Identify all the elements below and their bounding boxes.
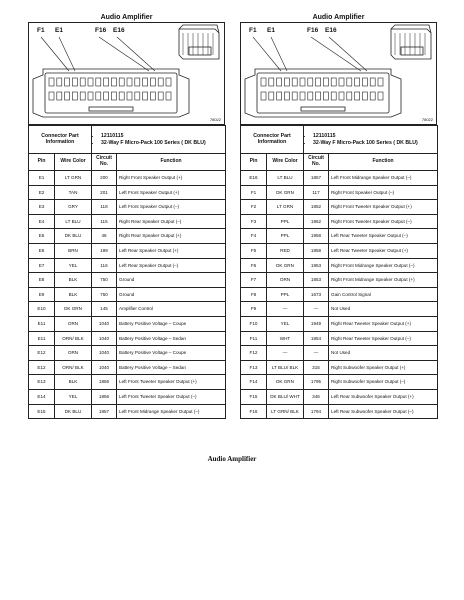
cell-function: Left Front Tweeter Speaker Output (–) xyxy=(117,389,226,404)
cell-wire-color: LT GRN xyxy=(55,171,92,186)
header-wire-color: Wire Color xyxy=(55,154,92,171)
cell-circuit: — xyxy=(304,346,329,361)
cell-function: Left Front Midrange Speaker Output (–) xyxy=(329,171,438,186)
pin-cavity xyxy=(339,92,344,100)
cell-function: Right Rear Tweeter Speaker Output (–) xyxy=(329,331,438,346)
cell-circuit: 1958 xyxy=(304,229,329,244)
figure-caption: Audio Amplifier xyxy=(207,455,257,463)
pin-cavity xyxy=(88,78,93,86)
diagram-code: 78022 xyxy=(209,117,221,122)
cell-function: Left Front Speaker Output (–) xyxy=(117,200,226,215)
cell-wire-color: ORN xyxy=(267,273,304,288)
pin-cavity xyxy=(269,92,274,100)
cell-pin: F11 xyxy=(241,331,267,346)
pin-label-f1: F1 xyxy=(37,27,45,34)
table-row xyxy=(241,185,438,200)
cell-circuit: 1795 xyxy=(304,375,329,390)
cell-function: Right Front Midrange Speaker Output (+) xyxy=(329,273,438,288)
cell-wire-color: BLK xyxy=(55,375,92,390)
cell-wire-color: DK GRN xyxy=(267,185,304,200)
cell-pin: E8 xyxy=(29,273,55,288)
cell-wire-color: DK GRN xyxy=(267,258,304,273)
cell-circuit: 1040 xyxy=(92,331,117,346)
cell-function: Left Rear Subwoofer Speaker Output (+) xyxy=(329,389,438,404)
header-function: Function xyxy=(329,154,438,171)
cell-pin: E11 xyxy=(29,316,55,331)
cell-pin: E6 xyxy=(29,243,55,258)
table-body xyxy=(29,171,226,419)
table-row xyxy=(29,331,226,346)
cell-circuit: 1853 xyxy=(304,273,329,288)
table-row xyxy=(29,375,226,390)
connector-face xyxy=(245,69,401,117)
pin-cavity xyxy=(96,78,101,86)
cell-function: Right Front Midrange Speaker Output (–) xyxy=(329,258,438,273)
cell-function: Left Rear Speaker Output (–) xyxy=(117,258,226,273)
pin-cavity xyxy=(331,92,336,100)
pin-cavity xyxy=(135,92,140,100)
leader-line xyxy=(41,37,69,71)
pin-cavity xyxy=(150,92,155,100)
cell-function: Left Rear Subwoofer Speaker Output (–) xyxy=(329,404,438,419)
pin-cavity xyxy=(72,78,77,86)
pin-cavity xyxy=(308,78,313,86)
cell-pin: E3 xyxy=(29,200,55,215)
cell-circuit: 1952 xyxy=(304,214,329,229)
pin-cavity xyxy=(284,92,289,100)
header-pin: Pin xyxy=(29,154,55,171)
pin-cavity xyxy=(57,92,62,100)
body-latch xyxy=(401,47,423,55)
cell-pin: F7 xyxy=(241,273,267,288)
pin-cavity xyxy=(355,78,360,86)
cell-function: Right Rear Speaker Output (+) xyxy=(117,229,226,244)
pin-cavity xyxy=(57,78,62,86)
pin-cavity xyxy=(277,78,282,86)
table-row xyxy=(29,185,226,200)
pin-cavity xyxy=(370,92,375,100)
cell-circuit: 199 xyxy=(92,243,117,258)
cell-wire-color: LT BLU/ BLK xyxy=(267,360,304,375)
cell-wire-color: GRY xyxy=(55,200,92,215)
pin-cavity xyxy=(65,92,70,100)
cell-function: Battery Positive Voltage – Sedan xyxy=(117,360,226,375)
pin-cavity xyxy=(150,78,155,86)
connector-type: • 32-Way F Micro-Pack 100 Series ( DK BLU) xyxy=(313,140,435,146)
table-row xyxy=(241,214,438,229)
table-row xyxy=(241,200,438,215)
cell-function: Right Front Tweeter Speaker Output (–) xyxy=(329,214,438,229)
cell-wire-color: YEL xyxy=(267,316,304,331)
connector-face xyxy=(33,69,189,117)
cell-pin: E10 xyxy=(29,302,55,317)
cell-pin: E13 xyxy=(29,375,55,390)
cell-wire-color: ORN/ BLK xyxy=(55,331,92,346)
cell-function: Not Used xyxy=(329,302,438,317)
cell-circuit: 1040 xyxy=(92,360,117,375)
cell-circuit: 750 xyxy=(92,273,117,288)
cell-function: Right Subwoofer Speaker Output (–) xyxy=(329,375,438,390)
pin-cavity xyxy=(158,92,163,100)
cell-circuit: 1857 xyxy=(304,171,329,186)
table-row xyxy=(241,229,438,244)
table-row xyxy=(29,273,226,288)
pin-cavity xyxy=(119,78,124,86)
cell-pin: F13 xyxy=(241,360,267,375)
pinout-table xyxy=(28,125,226,419)
connector-drawing xyxy=(241,23,436,124)
pin-cavity xyxy=(331,78,336,86)
cell-circuit: 145 xyxy=(92,302,117,317)
cell-wire-color: YEL xyxy=(55,258,92,273)
cell-function: Not Used xyxy=(329,346,438,361)
cell-circuit: 1854 xyxy=(304,331,329,346)
connector-diagram xyxy=(240,22,437,125)
cell-pin: E9 xyxy=(29,287,55,302)
leader-line xyxy=(253,37,281,71)
cell-circuit: 1858 xyxy=(304,243,329,258)
pin-cavity xyxy=(261,78,266,86)
pin-cavity xyxy=(80,78,85,86)
left-panel xyxy=(28,13,225,419)
cell-pin: F1 xyxy=(241,185,267,200)
pin-cavity xyxy=(362,92,367,100)
pin-cavity xyxy=(111,92,116,100)
cell-wire-color: PPL xyxy=(267,214,304,229)
pin-cavity xyxy=(80,92,85,100)
header-circuit: Circuit No. xyxy=(304,154,329,171)
table-row xyxy=(29,360,226,375)
pin-cavity xyxy=(378,92,383,100)
cell-circuit: 115 xyxy=(92,214,117,229)
panel-title: Audio Amplifier xyxy=(312,14,365,21)
cell-circuit: 1794 xyxy=(304,404,329,419)
cell-circuit: 1856 xyxy=(92,375,117,390)
leader-line xyxy=(329,37,367,71)
cell-wire-color: DK BLU xyxy=(55,404,92,419)
pin-cavity xyxy=(362,78,367,86)
cell-pin: E14 xyxy=(29,389,55,404)
cell-wire-color: LT BLU xyxy=(55,214,92,229)
cell-pin: F2 xyxy=(241,200,267,215)
table-row xyxy=(29,214,226,229)
cell-function: Right Rear Tweeter Speaker Output (+) xyxy=(329,316,438,331)
cell-pin: E12 xyxy=(29,346,55,361)
table-row xyxy=(29,229,226,244)
cell-pin: F8 xyxy=(241,287,267,302)
right-panel xyxy=(240,13,437,419)
pin-label-f1: F1 xyxy=(249,27,257,34)
header-wire-color: Wire Color xyxy=(267,154,304,171)
cell-wire-color: BLK xyxy=(55,287,92,302)
cell-circuit: 1953 xyxy=(304,258,329,273)
cell-function: Battery Positive Voltage – Coupe xyxy=(117,346,226,361)
pin-cavity xyxy=(316,78,321,86)
table-row xyxy=(241,346,438,361)
cell-wire-color: LT GRN/ BLK xyxy=(267,404,304,419)
panel-title: Audio Amplifier xyxy=(100,14,153,21)
header-pin: Pin xyxy=(241,154,267,171)
cell-pin: F3 xyxy=(241,214,267,229)
pin-cavity xyxy=(166,92,171,100)
connector-info-values xyxy=(304,126,438,154)
pin-cavity xyxy=(65,78,70,86)
cell-pin: E1 xyxy=(29,171,55,186)
cell-wire-color: YEL xyxy=(55,389,92,404)
pin-cavity xyxy=(96,92,101,100)
cell-circuit: 750 xyxy=(92,287,117,302)
body-latch xyxy=(189,47,211,55)
cell-wire-color: BRN xyxy=(55,243,92,258)
table-row xyxy=(241,243,438,258)
cell-circuit: 1852 xyxy=(304,200,329,215)
cell-pin: F16 xyxy=(241,404,267,419)
pin-cavity xyxy=(269,78,274,86)
keyway xyxy=(301,107,345,111)
pin-cavity xyxy=(284,78,289,86)
cell-wire-color: DK BLU/ WHT xyxy=(267,389,304,404)
leader-line xyxy=(99,37,149,71)
header-circuit: Circuit No. xyxy=(92,154,117,171)
pin-label-e1: E1 xyxy=(55,27,63,34)
table-row xyxy=(29,302,226,317)
cell-function: Right Front Speaker Output (+) xyxy=(117,171,226,186)
cell-wire-color: TAN xyxy=(55,185,92,200)
pin-cavity xyxy=(111,78,116,86)
pin-label-f16: F16 xyxy=(307,27,319,34)
cell-pin: F10 xyxy=(241,316,267,331)
cell-circuit: 315 xyxy=(304,360,329,375)
table-row xyxy=(241,302,438,317)
table-row xyxy=(241,273,438,288)
cell-wire-color: — xyxy=(267,346,304,361)
diagram-code: 78022 xyxy=(421,117,433,122)
table-body xyxy=(241,171,438,419)
cell-circuit: 346 xyxy=(304,389,329,404)
pin-cavity xyxy=(104,92,109,100)
table-row xyxy=(29,171,226,186)
table-row xyxy=(241,404,438,419)
connector-info-values xyxy=(92,126,226,154)
pinout-table xyxy=(240,125,438,419)
table-row xyxy=(29,287,226,302)
cell-circuit: 118 xyxy=(92,200,117,215)
cell-function: Right Front Speaker Output (–) xyxy=(329,185,438,200)
connector-info-label: Connector Part Information xyxy=(29,126,92,154)
leader-line xyxy=(311,37,361,71)
pin-cavity xyxy=(323,78,328,86)
cell-wire-color: ORN xyxy=(55,346,92,361)
connector-type: • 32-Way F Micro-Pack 100 Series ( DK BLU) xyxy=(101,140,223,146)
cell-circuit: 46 xyxy=(92,229,117,244)
cell-wire-color: ORN xyxy=(55,316,92,331)
leader-line xyxy=(117,37,155,71)
cell-wire-color: PPL xyxy=(267,287,304,302)
table-header xyxy=(29,154,226,171)
cell-circuit: 1857 xyxy=(92,404,117,419)
table-row xyxy=(29,258,226,273)
table-row xyxy=(241,375,438,390)
part-number: • 12110115 xyxy=(101,133,223,139)
connector-info-row xyxy=(241,126,438,154)
cell-circuit: 1040 xyxy=(92,316,117,331)
pin-label-e16: E16 xyxy=(113,27,125,34)
cell-wire-color: RED xyxy=(267,243,304,258)
cell-wire-color: — xyxy=(267,302,304,317)
cell-circuit: 201 xyxy=(92,185,117,200)
pin-cavity xyxy=(143,92,148,100)
cell-pin: E15 xyxy=(29,404,55,419)
table-row xyxy=(241,258,438,273)
pin-cavity xyxy=(347,92,352,100)
cell-pin: F6 xyxy=(241,258,267,273)
pin-cavity xyxy=(292,78,297,86)
part-number: • 12110115 xyxy=(313,133,435,139)
cell-wire-color: LT GRN xyxy=(267,200,304,215)
connector-info-row xyxy=(29,126,226,154)
cell-circuit: 200 xyxy=(92,171,117,186)
pin-cavity xyxy=(166,78,171,86)
pin-cavity xyxy=(277,92,282,100)
cell-wire-color: DK GRN xyxy=(267,375,304,390)
cell-wire-color: PPL xyxy=(267,229,304,244)
pin-cavity xyxy=(370,78,375,86)
pin-cavity xyxy=(49,78,54,86)
cell-circuit: 1856 xyxy=(92,389,117,404)
table-row xyxy=(29,404,226,419)
cell-pin: E11 xyxy=(29,331,55,346)
cell-function: Left Rear Tweeter Speaker Output (–) xyxy=(329,229,438,244)
pin-label-e16: E16 xyxy=(325,27,337,34)
cell-circuit: 1673 xyxy=(304,287,329,302)
pin-cavity xyxy=(339,78,344,86)
cell-function: Ground xyxy=(117,273,226,288)
cell-pin: E7 xyxy=(29,258,55,273)
cell-function: Battery Positive Voltage – Sedan xyxy=(117,331,226,346)
table-row xyxy=(241,316,438,331)
cell-function: Gain Control Signal xyxy=(329,287,438,302)
cell-circuit: 116 xyxy=(92,258,117,273)
table-row xyxy=(29,389,226,404)
pin-cavity xyxy=(316,92,321,100)
pin-cavity xyxy=(323,92,328,100)
pin-cavity xyxy=(143,78,148,86)
cell-function: Right Front Tweeter Speaker Output (+) xyxy=(329,200,438,215)
table-row xyxy=(241,360,438,375)
cell-function: Right Rear Speaker Output (–) xyxy=(117,214,226,229)
keyway xyxy=(89,107,133,111)
connector-info-label: Connector Part Information xyxy=(241,126,304,154)
cell-pin: E2 xyxy=(29,185,55,200)
table-row xyxy=(29,316,226,331)
pin-cavity xyxy=(378,78,383,86)
cell-wire-color: LT BLU xyxy=(267,171,304,186)
cell-circuit: 117 xyxy=(304,185,329,200)
pin-cavity xyxy=(158,78,163,86)
cell-pin: F12 xyxy=(241,346,267,361)
cell-circuit: 1949 xyxy=(304,316,329,331)
connector-drawing xyxy=(29,23,224,124)
cell-pin: F4 xyxy=(241,229,267,244)
cell-circuit: 1040 xyxy=(92,346,117,361)
cell-pin: E16 xyxy=(241,171,267,186)
cell-pin: E4 xyxy=(29,214,55,229)
pin-cavity xyxy=(104,78,109,86)
table-row xyxy=(29,243,226,258)
pin-cavity xyxy=(355,92,360,100)
cell-function: Left Front Midrange Speaker Output (–) xyxy=(117,404,226,419)
cell-function: Left Front Tweeter Speaker Output (+) xyxy=(117,375,226,390)
pin-cavity xyxy=(347,78,352,86)
cell-function: Ground xyxy=(117,287,226,302)
cell-function: Right Subwoofer Speaker Output (+) xyxy=(329,360,438,375)
table-row xyxy=(241,389,438,404)
pin-label-e1: E1 xyxy=(267,27,275,34)
pin-cavity xyxy=(135,78,140,86)
pin-cavity xyxy=(300,78,305,86)
table-row xyxy=(241,287,438,302)
pin-cavity xyxy=(88,92,93,100)
pin-cavity xyxy=(300,92,305,100)
table-row xyxy=(29,200,226,215)
cell-function: Amplifier Control xyxy=(117,302,226,317)
pin-cavity xyxy=(127,78,132,86)
pin-cavity xyxy=(127,92,132,100)
cell-circuit: — xyxy=(304,302,329,317)
cell-function: Left Front Speaker Output (+) xyxy=(117,185,226,200)
cell-pin: F14 xyxy=(241,375,267,390)
header-function: Function xyxy=(117,154,226,171)
leader-line xyxy=(59,37,75,71)
table-header xyxy=(241,154,438,171)
pin-cavity xyxy=(261,92,266,100)
cell-pin: E5 xyxy=(29,229,55,244)
table-row xyxy=(29,346,226,361)
cell-pin: F9 xyxy=(241,302,267,317)
table-row xyxy=(241,331,438,346)
cell-pin: F15 xyxy=(241,389,267,404)
pin-cavity xyxy=(72,92,77,100)
pin-cavity xyxy=(308,92,313,100)
table-row xyxy=(241,171,438,186)
cell-pin: E12 xyxy=(29,360,55,375)
cell-wire-color: ORN/ BLK xyxy=(55,360,92,375)
cell-pin: F5 xyxy=(241,243,267,258)
connector-diagram xyxy=(28,22,225,125)
cell-function: Left Rear Speaker Output (+) xyxy=(117,243,226,258)
cell-wire-color: DK GRN xyxy=(55,302,92,317)
cell-wire-color: DK BLU xyxy=(55,229,92,244)
pin-label-f16: F16 xyxy=(95,27,107,34)
pin-cavity xyxy=(292,92,297,100)
cell-function: Left Rear Tweeter Speaker Output (+) xyxy=(329,243,438,258)
cell-wire-color: BLK xyxy=(55,273,92,288)
pin-cavity xyxy=(49,92,54,100)
pin-cavity xyxy=(119,92,124,100)
cell-wire-color: WHT xyxy=(267,331,304,346)
cell-function: Battery Positive Voltage – Coupe xyxy=(117,316,226,331)
leader-line xyxy=(271,37,287,71)
